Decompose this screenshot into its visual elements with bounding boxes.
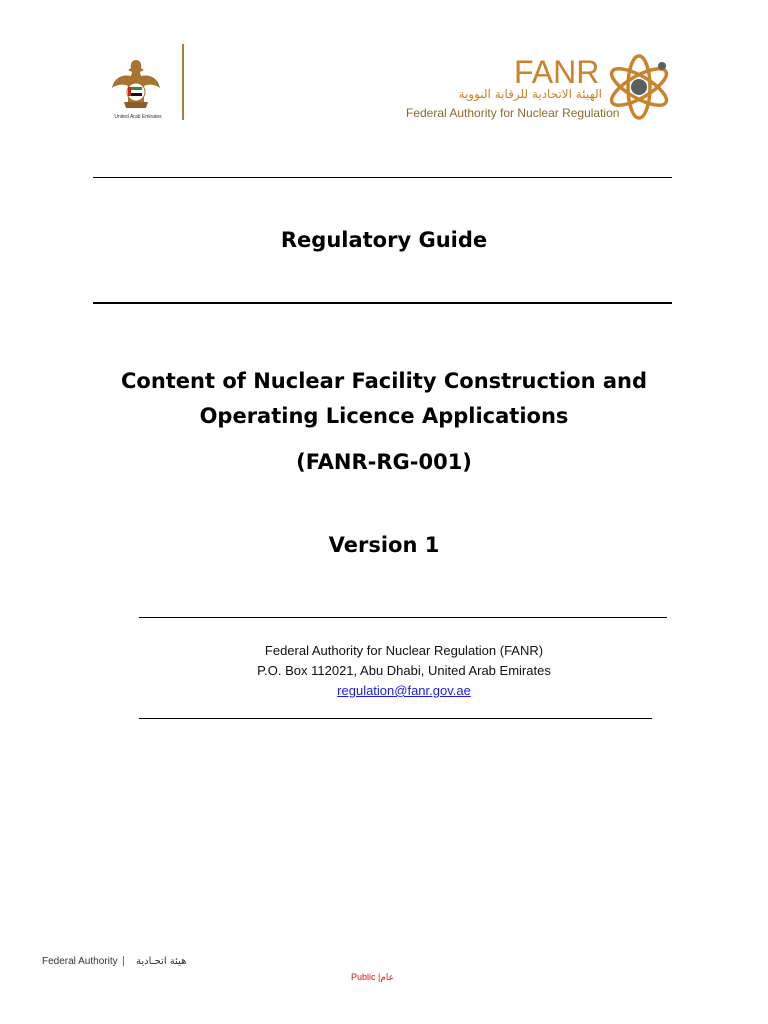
uae-caption: United Arab Emirates [114, 114, 162, 120]
contact-address: P.O. Box 112021, Abu Dhabi, United Arab Emirates [257, 663, 551, 678]
contact-rule-top [139, 617, 667, 618]
document-title-line-2: Operating Licence Applications [199, 404, 569, 428]
header-rule [93, 177, 672, 178]
classification-label: Public |عام [350, 972, 395, 982]
contact-organisation: Federal Authority for Nuclear Regulation (FANR) [264, 643, 544, 658]
uae-emblem-icon [110, 56, 162, 120]
document-code: (FANR-RG-001) [296, 450, 472, 474]
document-title-line-1: Content of Nuclear Facility Construction and [120, 369, 648, 393]
atom-logo-icon [604, 52, 674, 122]
fanr-english-name: Federal Authority for Nuclear Regulation [406, 106, 620, 120]
header-divider [182, 44, 184, 120]
document-type: Regulatory Guide [280, 228, 488, 252]
contact-email-link[interactable]: regulation@fanr.gov.ae [337, 683, 471, 698]
section-rule [93, 302, 672, 304]
document-version: Version 1 [328, 533, 440, 557]
footer-authority-arabic: هيئة اتحـادية [136, 956, 187, 967]
footer-separator: | [122, 955, 125, 967]
fanr-logo-text: FANR [514, 54, 600, 90]
footer-authority-english: Federal Authority [42, 956, 118, 967]
fanr-arabic-name: الهيئة الاتحادية للرقابة النووية [458, 87, 602, 101]
contact-email-row [0, 683, 768, 699]
contact-rule-bottom [139, 718, 652, 719]
